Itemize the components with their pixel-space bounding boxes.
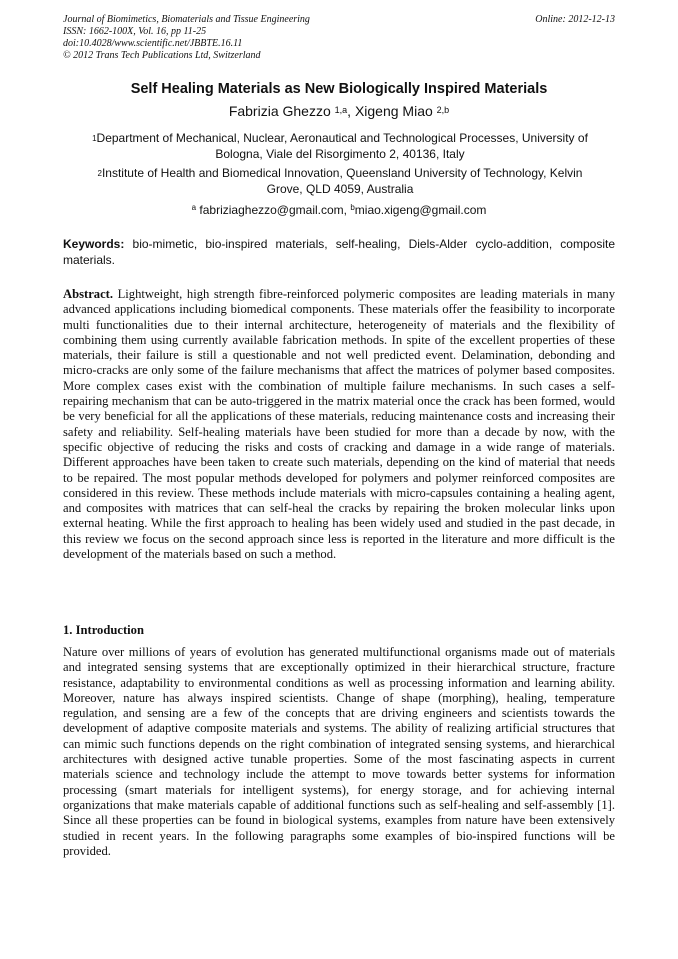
author-1-affiliation-mark: 1,a — [334, 105, 348, 115]
journal-name: Journal of Biomimetics, Biomaterials and Tissue Engineering — [63, 14, 310, 25]
online-date: Online: 2012-12-13 — [535, 14, 615, 25]
abstract-block — [63, 287, 615, 562]
affiliation-2 — [80, 166, 600, 197]
journal-header — [63, 14, 615, 62]
email-a-mark: a — [191, 203, 197, 212]
abstract-text: Lightweight, high strength fibre-reinforced polymeric composites are leading materials in many advanced applications including biomedical components. These materials offer the feasibility to incorporate multi functionalities due to their internal architecture, heterogeneity of materials and the flexibility of combining them using currently available fabrication methods. In spite of the excellent properties of these materials, their failure is still a questionable and not well predicted event. Delamination, debonding and micro-cracks are only some of the failure mechanisms that affect the matrices of polymer based composites. More complex cases exist with the combination of multiple failure mechanisms. In such cases a self-repairing mechanism that can be auto-triggered in the matrix material once the crack has been formed, would be very beneficial for all the applications of these materials, reducing maintenance costs and increasing their safety and reliability. Self-healing materials have been studied for more than a decade by now, with the specific objective of reducing the risks and costs of cracking and damage in a wide range of materials. Different approaches have been taken to create such materials, depending on the kind of material that needs to be repaired. The most popular methods developed for polymers and polymer reinforced composites are considered in this review. These methods include materials with micro-capsules containing a healing agent, and composites with matrices that can self-heal the cracks by repairing the broken molecular links upon external heating. While the first approach to healing has been widely used and studied in the past decade, in this review we focus on the second approach since less is reported in the literature and more difficult is the development of the materials based on such a method. — [63, 287, 615, 562]
affiliation-2-text: Institute of Health and Biomedical Innovation, Queensland University of Technology, Kelvin Grove, QLD 4059, Australia — [101, 166, 583, 196]
paper-title: Self Healing Materials as New Biologically Inspired Materials — [130, 81, 548, 97]
author-1-name: Fabrizia Ghezzo — [228, 103, 331, 119]
affiliation-2-mark: 2 — [97, 169, 102, 178]
author-emails — [63, 203, 615, 217]
section-1-body: Nature over millions of years of evolution has generated multifunctional organisms made out of materials and integrated sensing systems that are exceptionally optimized in their hierarchical structure, fracture resistance, adaptability to environmental conditions as well as processing information and learning ability. Moreover, nature has always inspired scientists. Change of shape (morphing), healing, temperature regulation, and sensing are a few of the concepts that are driving engineers and scientists towards the development of adaptive composite materials and systems. The ability of realizing artificial structures that can mimic such functions depends on the right combination of integrated sensing systems, and hierarchical architectures with designed active tunable properties. Some of the most fascinating aspects in current materials science and technology include the attempt to move towards better systems for information processing (smart materials for intelligent systems), for energy storage, and for achieving internal organizations that make materials capable of additional functions such as self-healing and self-assembly [1]. Since all these properties can be found in biological systems, examples from nature have been extensively studied in recent years. In the following paragraphs some examples of bio-inspired functions will be provided. — [63, 645, 615, 858]
affiliation-1-text: Department of Mechanical, Nuclear, Aeronautical and Technological Processes, University of Bologna, Viale del Risorgimento 2, 40136, Italy — [96, 131, 588, 161]
author-line — [63, 103, 615, 119]
doi-line: doi:10.4028/www.scientific.net/JBBTE.16.11 — [63, 38, 243, 49]
author-separator: , — [347, 103, 355, 119]
email-separator: , — [343, 203, 351, 217]
email-b-mark: b — [350, 203, 355, 212]
author-2-name: Xigeng Miao — [354, 103, 433, 119]
email-b[interactable]: miao.xigeng@gmail.com — [354, 203, 487, 217]
keywords-label: Keywords: — [63, 237, 125, 251]
section-1-heading: 1. Introduction — [63, 623, 144, 637]
keywords-block — [63, 237, 615, 268]
abstract-label: Abstract. — [63, 287, 114, 301]
affiliation-1 — [80, 131, 600, 162]
author-2-affiliation-mark: 2,b — [436, 105, 450, 115]
copyright-line: © 2012 Trans Tech Publications Ltd, Switzerland — [63, 50, 261, 61]
issn-line: ISSN: 1662-100X, Vol. 16, pp 11-25 — [63, 26, 207, 37]
email-a[interactable]: fabriziaghezzo@gmail.com — [199, 203, 344, 217]
keywords-text: bio-mimetic, bio-inspired materials, self-healing, Diels-Alder cyclo-addition, composite materials. — [63, 237, 615, 267]
affiliation-1-mark: 1 — [92, 134, 97, 143]
